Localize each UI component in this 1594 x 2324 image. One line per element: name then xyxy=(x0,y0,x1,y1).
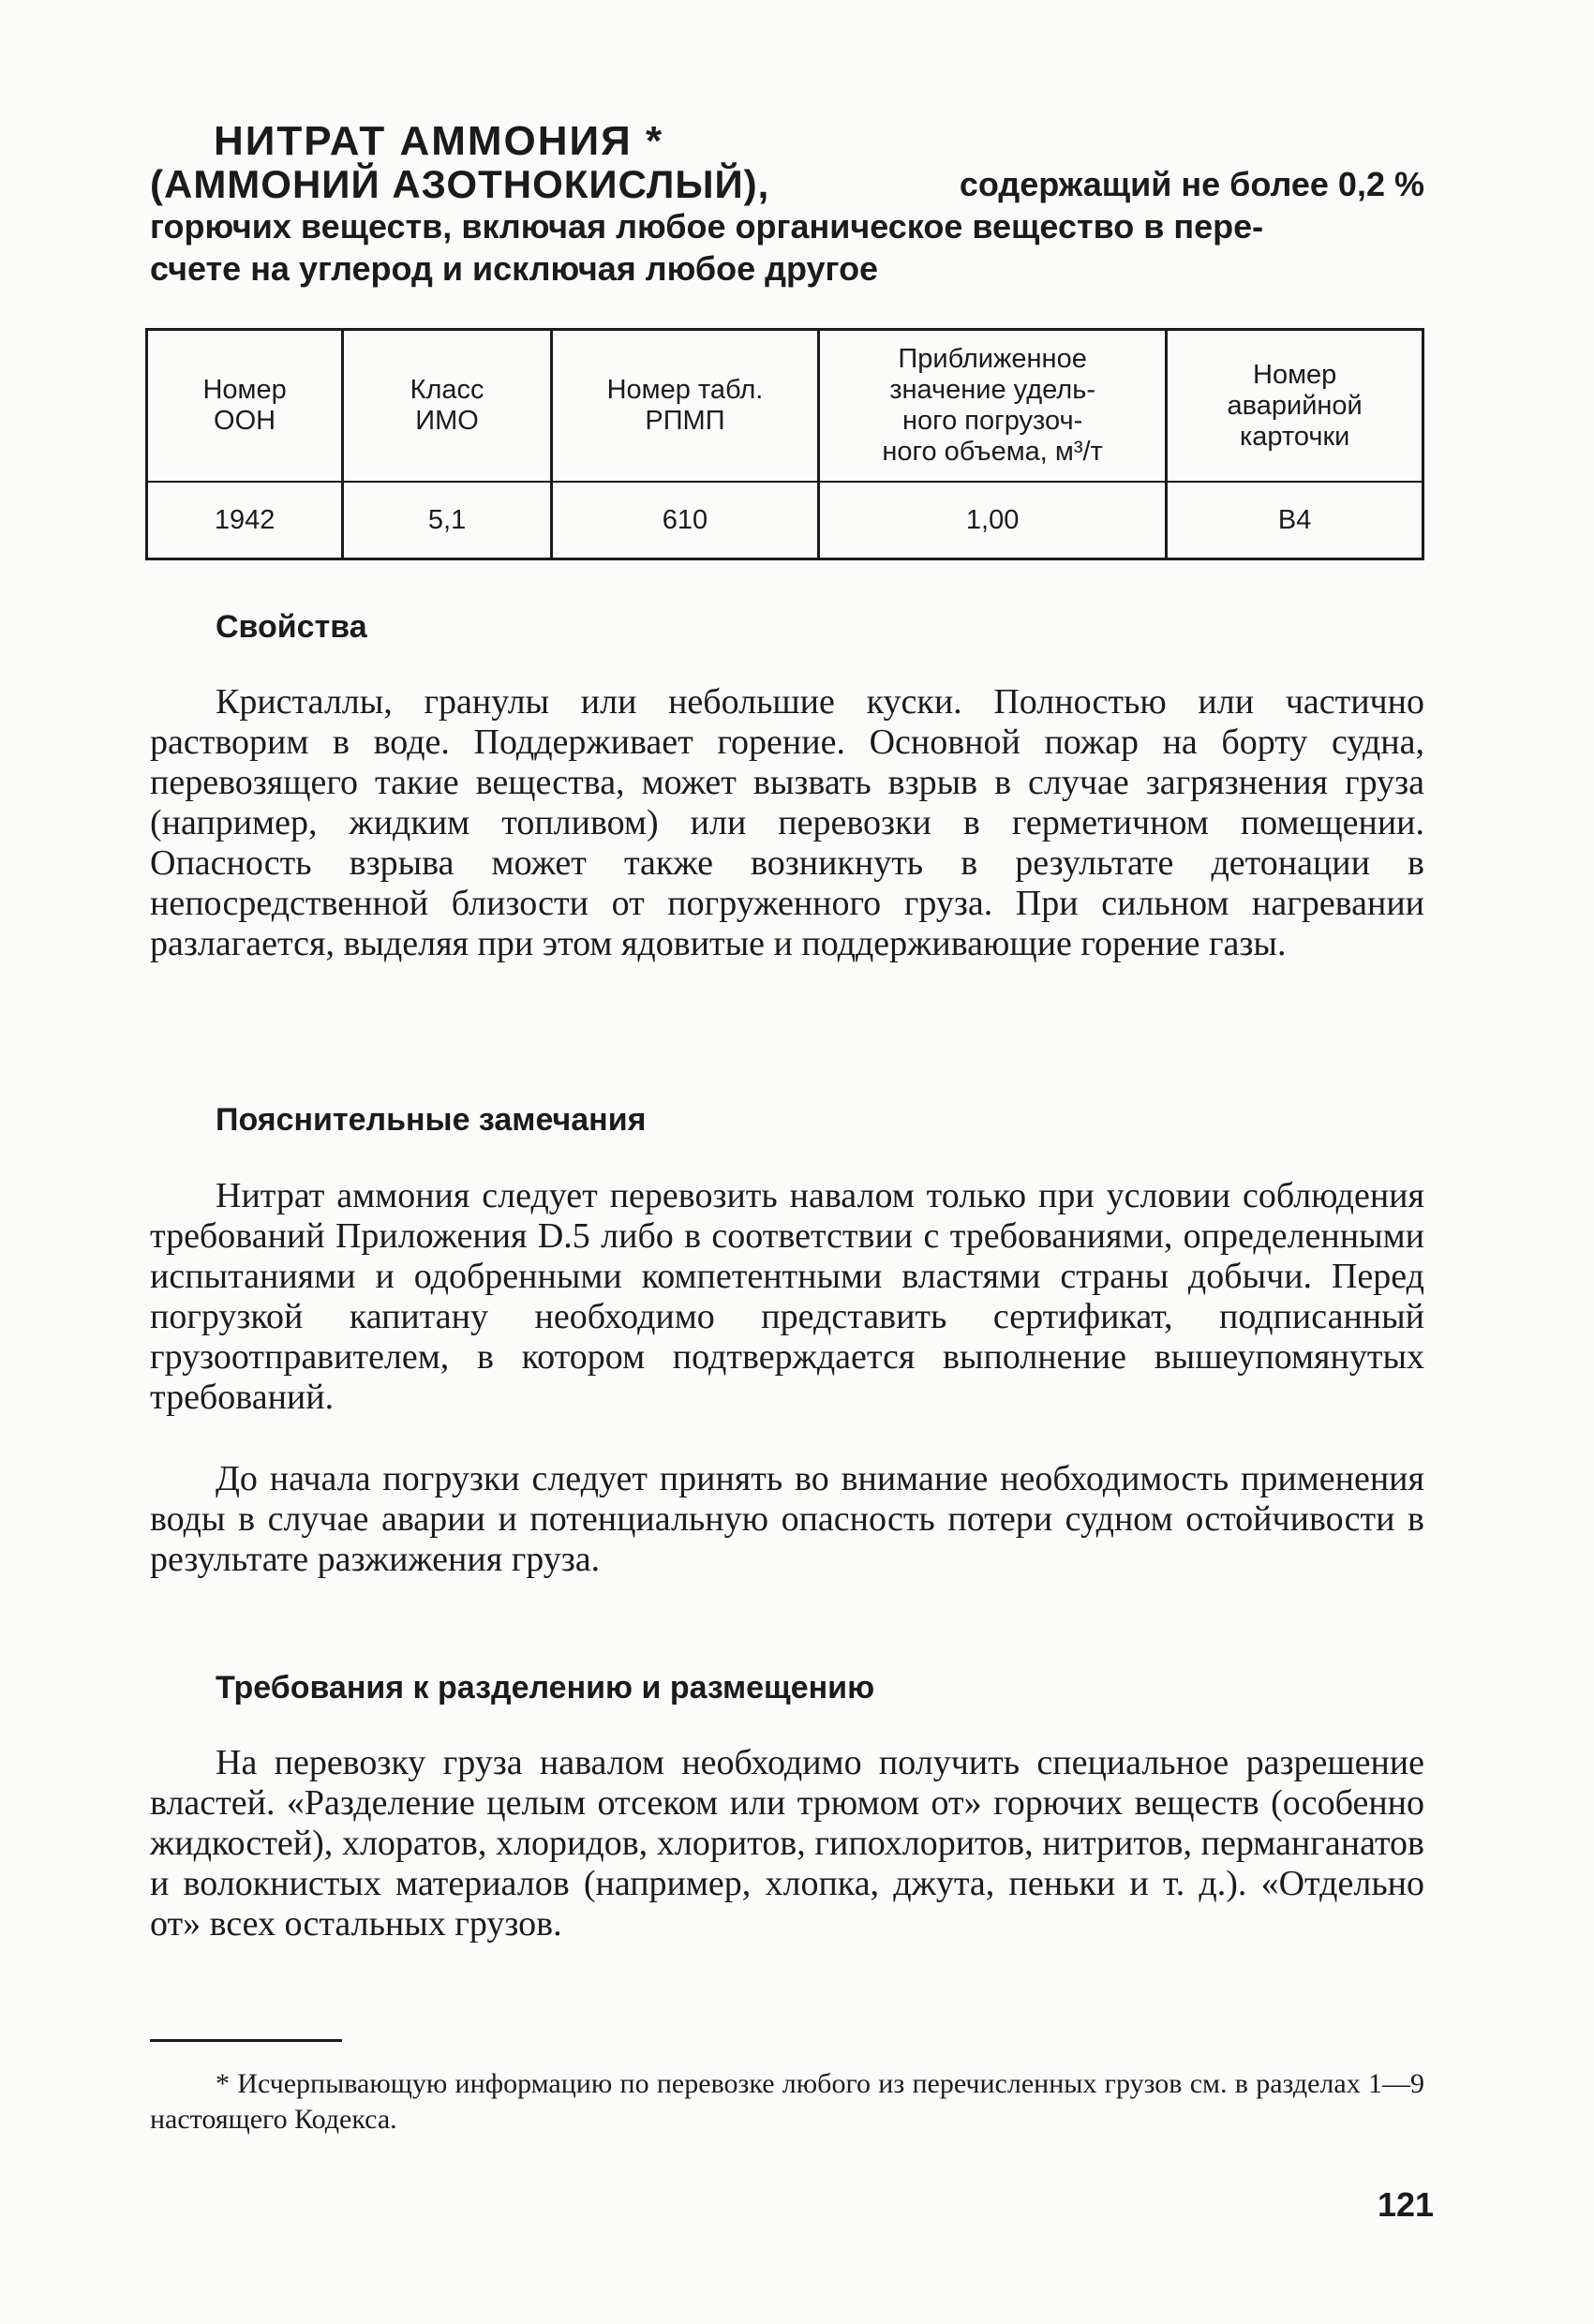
header-imo-class: Класс ИМО xyxy=(343,330,552,483)
header-stowage-factor: Приближенное значение удель- ного погрузоч- ного объема, м³/т xyxy=(818,330,1166,483)
notes-heading: Пояснительные замечания xyxy=(216,1102,647,1138)
subtitle-line-1-rest: содержащий не более 0,2 % xyxy=(959,165,1424,203)
table-row xyxy=(147,482,1423,559)
notes-paragraph-1: Нитрат аммония следует перевозить навалом только при условии соблюдения требований Приложения D.5 либо в соответствии с требованиями, определенными испытаниями и одобренными компетентными властями страны добычи. Перед погрузкой капитану необходимо представить сертификат, подписанный грузоотправителем, в котором подтверждается выполнение вышеупомянутых требований. xyxy=(150,1176,1424,1417)
cell-emergency-card: B4 xyxy=(1167,482,1423,559)
page-number: 121 xyxy=(1378,2185,1435,2224)
header-emergency-card: Номер аварийной карточки xyxy=(1167,330,1423,483)
cell-stowage-factor: 1,00 xyxy=(818,482,1166,559)
header-table-number: Номер табл. РПМП xyxy=(551,330,818,483)
table-header-row xyxy=(147,330,1423,483)
cell-un-number: 1942 xyxy=(147,482,343,559)
footnote-divider xyxy=(150,2039,342,2042)
cell-imo-class: 5,1 xyxy=(343,482,552,559)
notes-paragraph-2: До начала погрузки следует принять во внимание необходимость применения воды в случае аварии и потенциальную опасность потери судном остойчивости в результате разжижения груза. xyxy=(150,1459,1424,1579)
header-un-number: Номер ООН xyxy=(147,330,343,483)
subtitle-line-3: счете на углерод и исключая любое другое xyxy=(150,249,879,288)
cargo-synonym: (АММОНИЙ АЗОТНОКИСЛЫЙ), xyxy=(150,162,770,206)
properties-text: Кристаллы, гранулы или небольшие куски. Полностью или частично растворим в воде. Поддерживает горение. Основной пожар на борту судна, перевозящего такие вещества, может вызвать взрыв в случае загрязнения груза (например, жидким топливом) или перевозки в герметичном помещении. Опасность взрыва может также возникнуть в результате детонации в непосредственной близости от погруженного груза. При сильном нагревании разлагается, выделяя при этом ядовитые и поддерживающие горение газы. xyxy=(150,682,1424,963)
cell-table-number: 610 xyxy=(551,482,818,559)
footnote: * Исчерпывающую информацию по перевозке любого из перечисленных грузов см. в разделах 1—9 настоящего Кодекса. xyxy=(150,2068,1424,2135)
segregation-heading: Требования к разделению и размещению xyxy=(216,1670,875,1706)
subtitle-line-1 xyxy=(150,163,1424,205)
cargo-title: НИТРАТ АММОНИЯ * xyxy=(214,118,664,164)
segregation-text: На перевозку груза навалом необходимо получить специальное разрешение властей. «Разделение целым отсеком или трюмом от» горючих веществ (особенно жидкостей), хлоратов, хлоридов, хлоритов, гипохлоритов, нитритов, перманганатов и волокнистых материалов (например, хлопка, джута, пеньки и т. д.). «Отдельно от» всех остальных грузов. xyxy=(150,1743,1424,1944)
properties-heading: Свойства xyxy=(216,609,367,645)
cargo-subtitle-block xyxy=(150,163,1424,290)
cargo-info-table xyxy=(145,328,1424,560)
subtitle-line-2: горючих веществ, включая любое органическое вещество в пере- xyxy=(150,207,1264,246)
